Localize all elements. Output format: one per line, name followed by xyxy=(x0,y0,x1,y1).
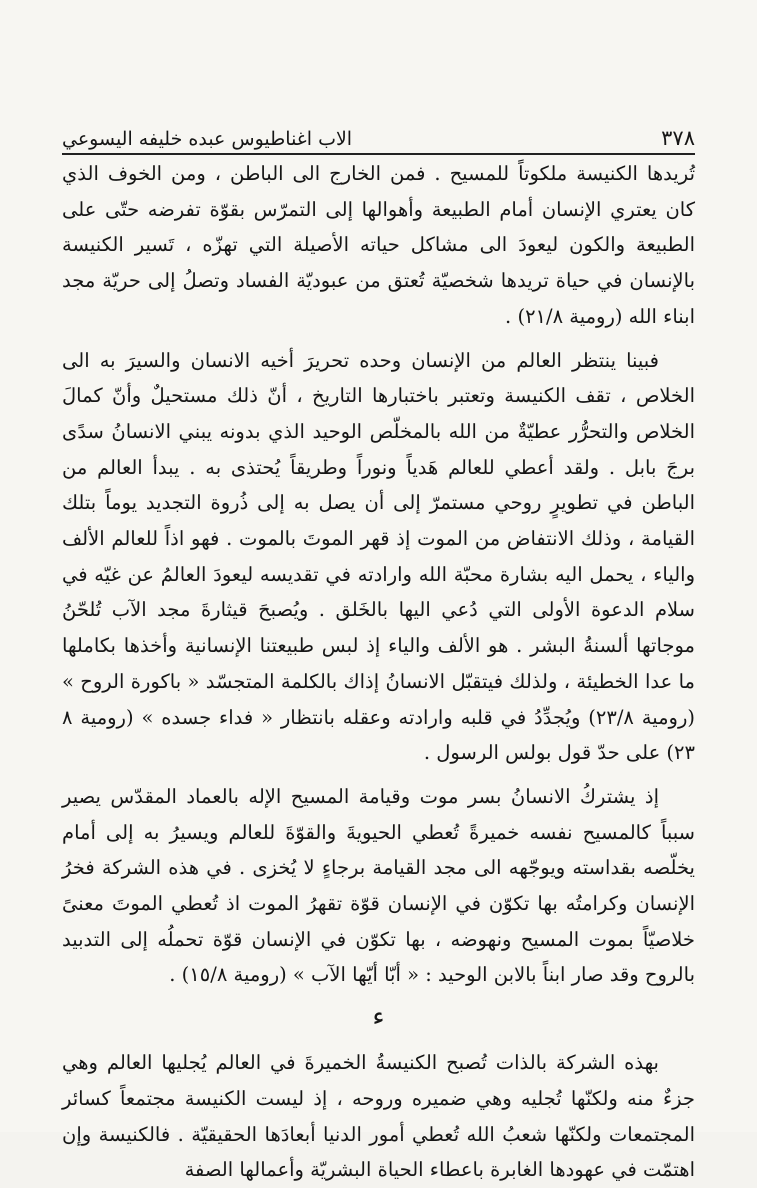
running-title: الاب اغناطيوس عبده خليفه اليسوعي xyxy=(62,128,353,150)
page-number: ٣٧٨ xyxy=(661,126,695,150)
paragraph-2: فبينا ينتظر العالم من الإنسان وحده تحريرَ أخيه الانسان والسيرَ به الى الخلاص ، تقف الكنيسة وتعتبر باختبارها التاريخ ، أنّ ذلك مستحيلٌ وأنّ كمالَ الخلاص والتحرُّر عطيّةٌ من الله بالمخلّص الوحيد الذي بدونه يبني الانسانُ سدًى برجَ بابل . ولقد أعطي للعالم هَدياً ونوراً وطريقاً يُحتذى به . يبدأ العالم من الباطن في تطويرٍ روحي مستمرّ إلى أن يصل به إلى ذُروة التجديد يوماً بتلك القيامة ، وذلك الانتفاض من الموت إذ قهر الموتَ بالموت . فهو اذاً للعالم الألف والياء ، يحمل اليه بشارة محبّة الله وارادته في تقديسه ليعودَ العالمُ عن غيّه في سلام الدعوة الأولى التي دُعي اليها بالخَلق . ويُصبحَ قيثارةَ مجد الآب تُلحّنُ موجاتها ألسنةُ البشر . هو الألف والياء إذ لبس طبيعتنا الإنسانية وأخذها بكاملها ما عدا الخطيئة ، ولذلك فيتقبّل الانسانُ إذاك بالكلمة المتجسّد « باكورة الروح » (رومية ٢٣/٨) ويُجدِّدُ في قلبه وارادته وعقله بانتظار « فداء جسده » (رومية ٨ ٢٣) على حدّ قول بولس الرسول . xyxy=(62,348,695,765)
paragraph-3: إذ يشتركُ الانسانُ بسر موت وقيامة المسيح الإله بالعماد المقدّس يصير سبباً كالمسيح نفسه خميرةً تُعطي الحيويةَ والقوّةَ للعالم ويسيرُ به إلى أمام يخلّصه بقداسته ويوجّهه الى مجد القيامة برجاءٍ لا يُخزى . في هذه الشركة فخرُ الإنسان وكرامتُه بها تكوّن في الإنسان قوّة تقهرُ الموت اذ تُعطي الموتَ معنىً خلاصيّاً بموت المسيح ونهوضه ، بها تكوّن في الإنسان قوّة تحملُه إلى التدبيد بالروح وقد صار ابناً بالابن الوحيد : « أبّا أيّها الآب » (رومية ١٥/٨) . xyxy=(62,784,695,987)
section-ornament: ء xyxy=(372,1002,385,1033)
page-body xyxy=(62,156,695,1188)
paragraph-1: تُريدها الكنيسة ملكوتاً للمسيح . فمن الخارج الى الباطن ، ومن الخوف الذي كان يعتري الإنسان أمام الطبيعة وأهوالها إلى التمرّس بقوّة تفرضه حتّى على الطبيعة والكون ليعودَ الى مشاكل حياته الأصيلة التي تهزّه ، تَسير الكنيسة بالإنسان في حياة تريدها شخصيّة تُعتق من عبوديّة الفساد وتصلُ إلى حريّة مجد ابناء الله (رومية ٢١/٨) . xyxy=(62,162,695,328)
page-header xyxy=(62,116,695,155)
paragraph-4: بهذه الشركة بالذات تُصبح الكنيسةُ الخميرةَ في العالم يُجليها العالم وهي جزءٌ منه ولكنّها تُجليه وهي ضميره وروحه ، إذ ليست الكنيسة مجتمعاً كسائر المجتمعات ولكنّها شعبُ الله تُعطي أمور الدنيا أبعادَها الحقيقيّة . فالكنيسة وإن اهتمّت في عهودها الغابرة باعطاء الحياة البشريّة وأعمالها الصفة xyxy=(62,1051,695,1182)
